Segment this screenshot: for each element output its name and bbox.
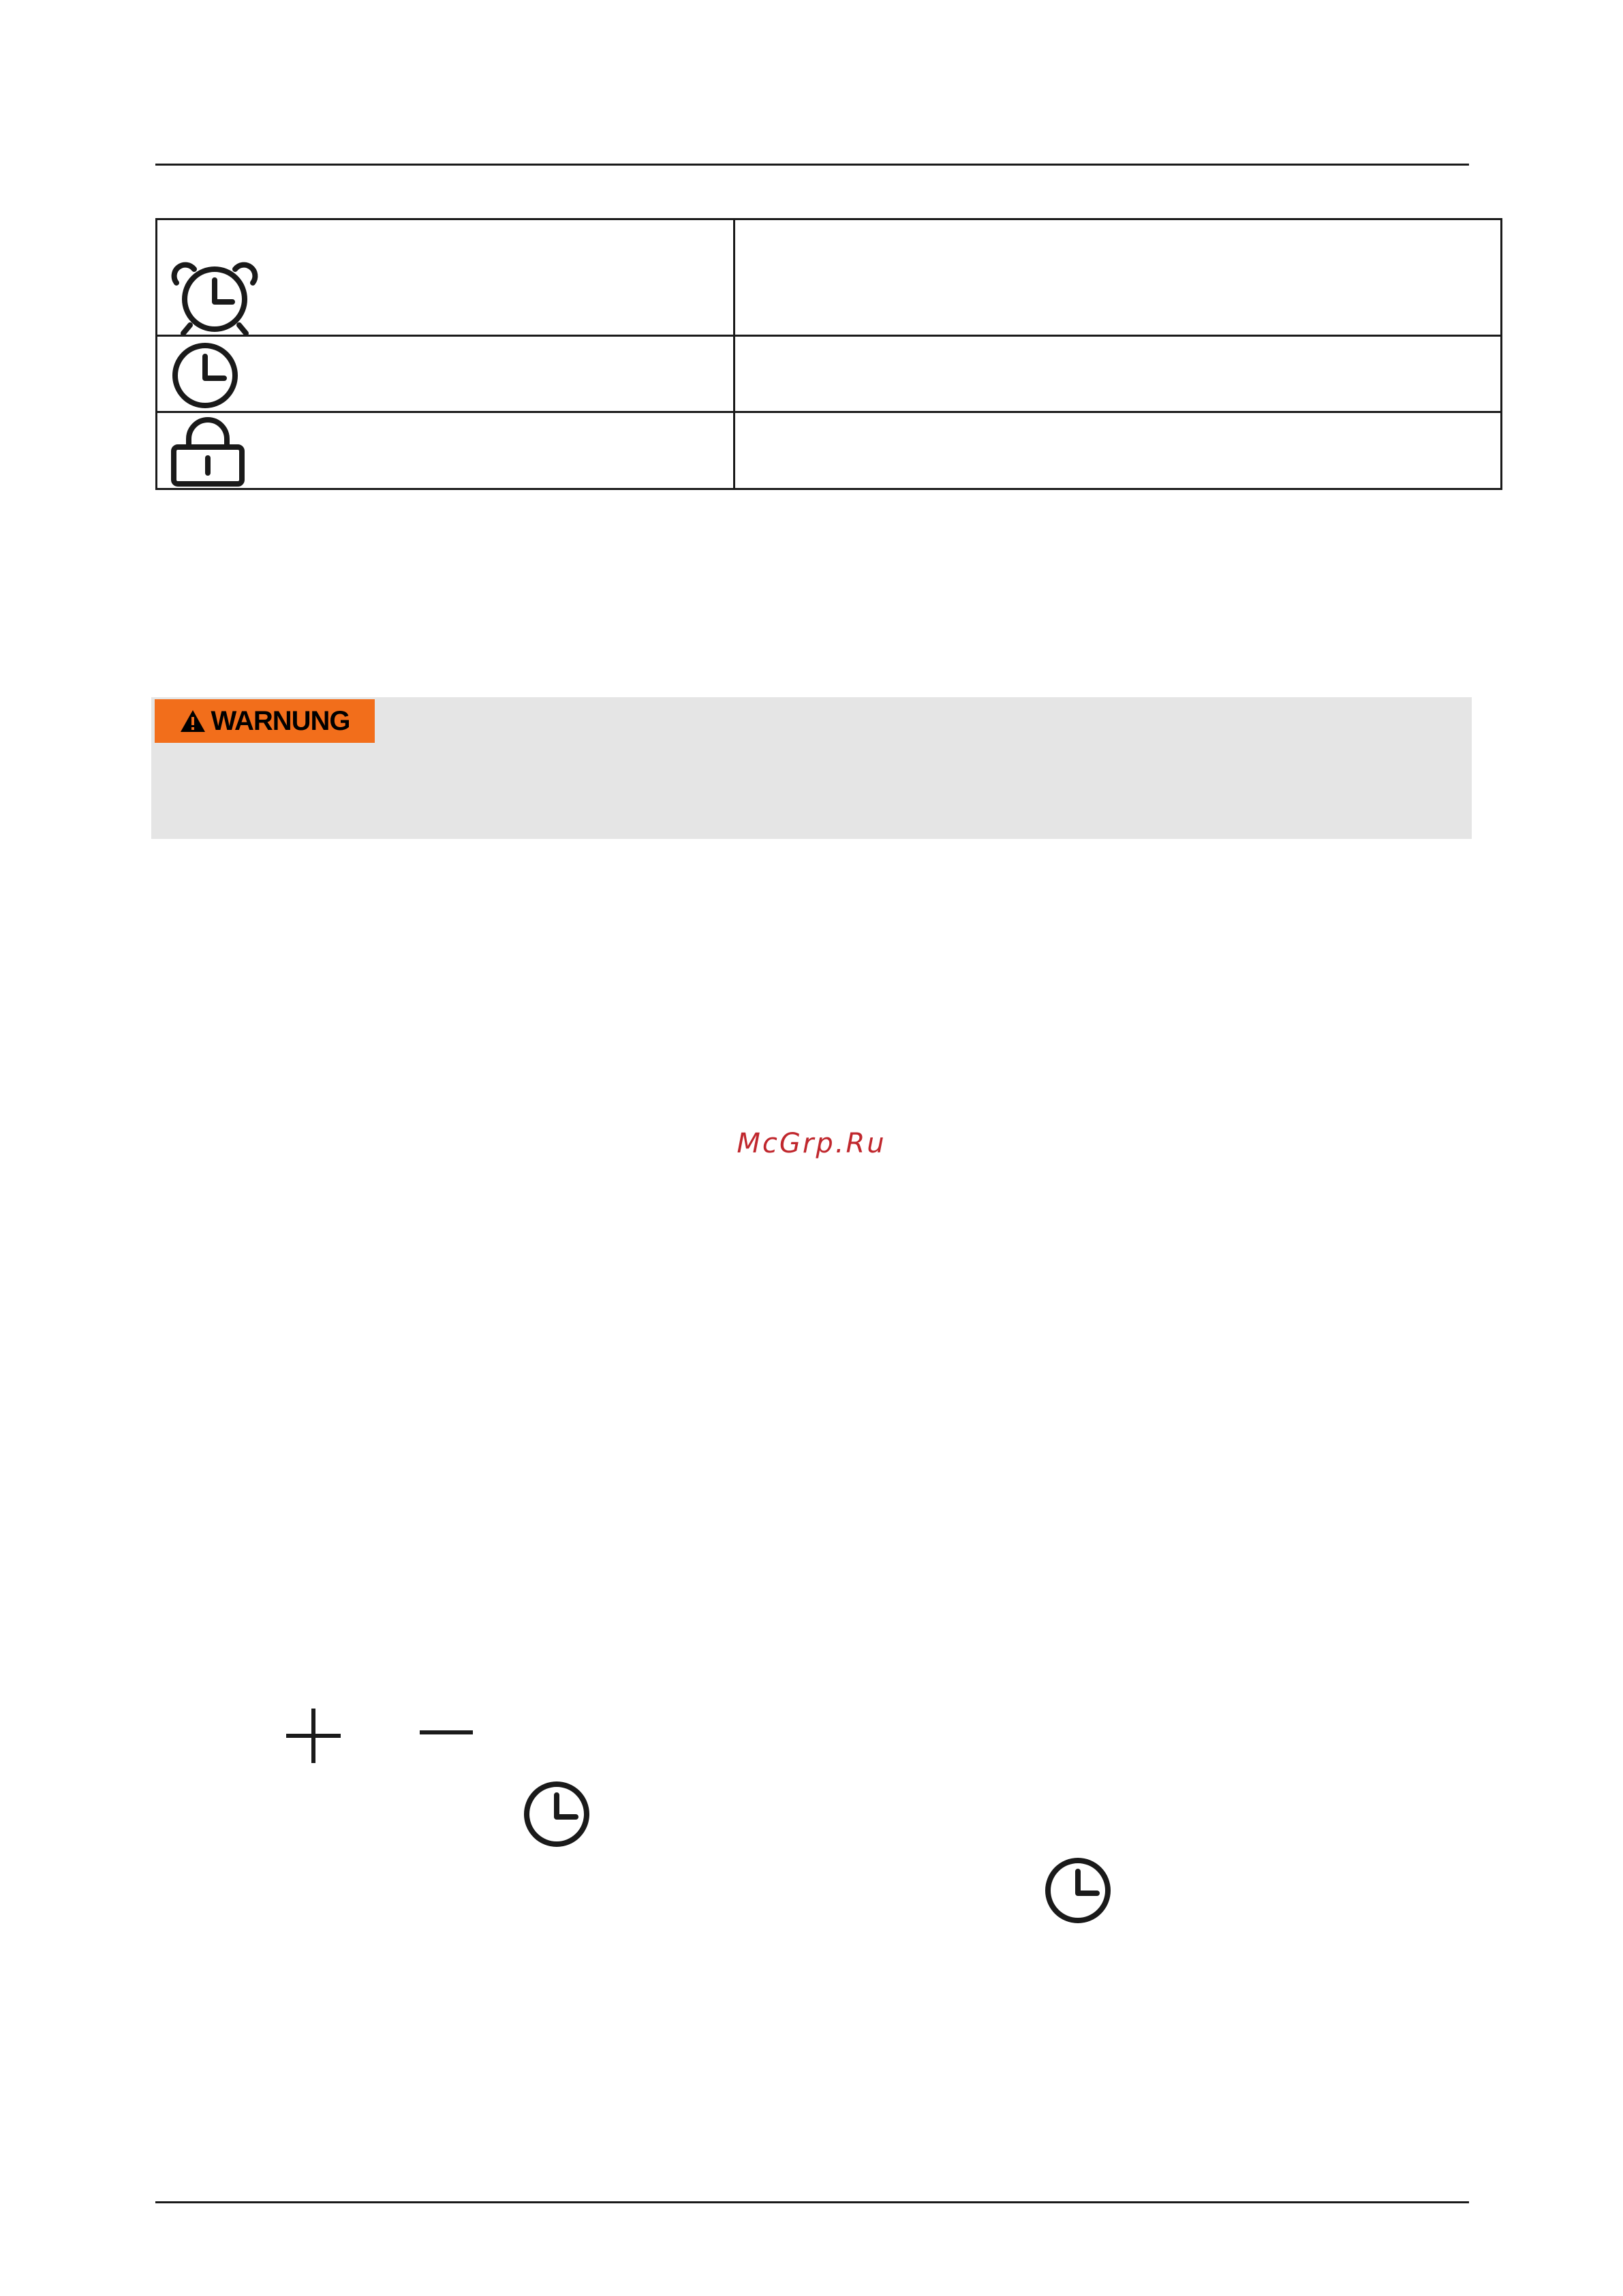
warning-label: WARNUNG — [211, 705, 350, 736]
symbol-cell — [157, 412, 735, 489]
symbol-cell — [157, 336, 735, 412]
warning-badge — [155, 699, 375, 743]
clock-icon — [1042, 1855, 1113, 1926]
description-cell — [735, 336, 1502, 412]
description-cell — [735, 412, 1502, 489]
watermark: McGrp.Ru — [737, 1128, 886, 1159]
warning-triangle-icon — [179, 709, 206, 733]
minus-icon — [418, 1728, 474, 1736]
padlock-icon — [170, 417, 246, 488]
footer-rule — [155, 2201, 1469, 2203]
clock-icon — [170, 340, 241, 411]
header-rule — [155, 164, 1469, 166]
alarm-clock-icon — [170, 260, 260, 335]
description-cell — [735, 219, 1502, 336]
table-row — [157, 412, 1502, 489]
symbol-cell — [157, 219, 735, 336]
clock-icon — [521, 1779, 592, 1850]
plus-icon — [285, 1707, 342, 1764]
table-row — [157, 336, 1502, 412]
table-row — [157, 219, 1502, 336]
symbols-table — [155, 218, 1502, 490]
warning-box — [151, 697, 1472, 839]
